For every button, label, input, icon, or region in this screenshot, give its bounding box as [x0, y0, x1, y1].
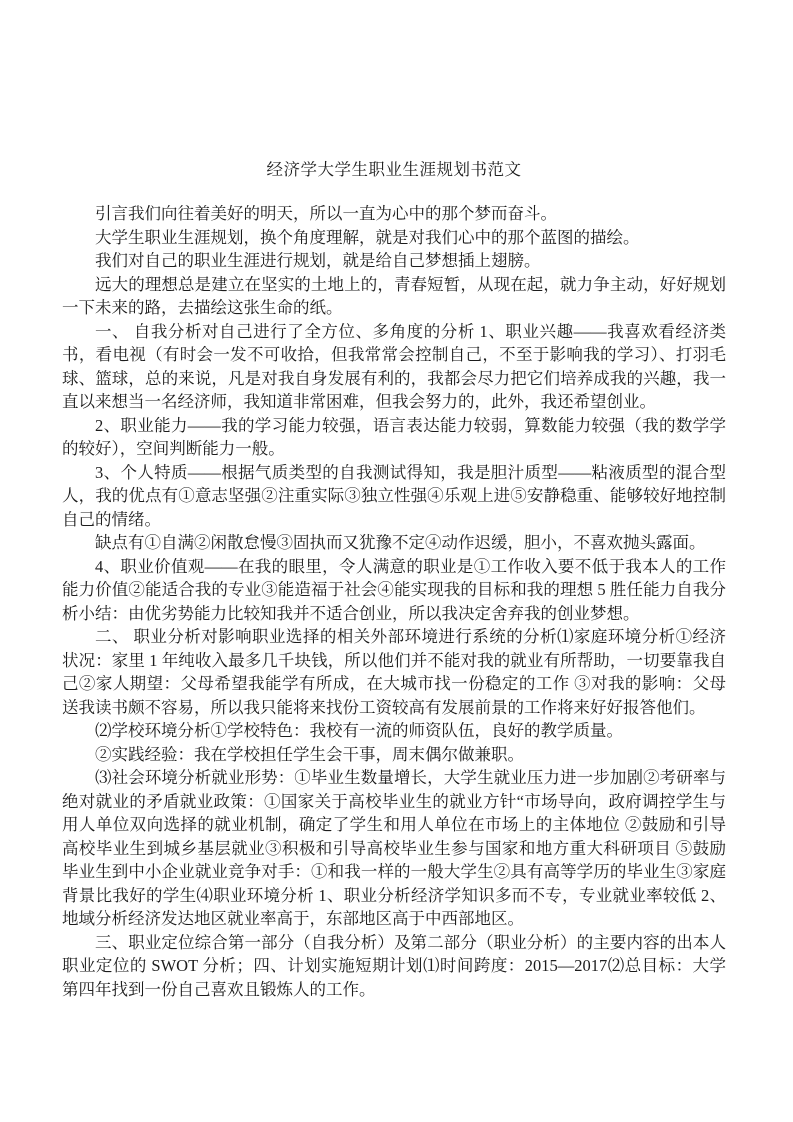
paragraph-social-environment: ⑶社会环境分析就业形势：①毕业生数量增长，大学生就业压力进一步加剧②考研率与绝对就业的矛盾就业政策：①国家关于高校毕业生的就业方针“市场导向，政府调控学生与用人单位双向选择的就业机制，确定了学生和用人单位在市场上的主体地位 ②鼓励和引导高校毕业生到城乡基层就业③积极和引导高校毕业生参与国家和地方重大科研项目 ⑤鼓励毕业生到中小企业就业竞争对手：①和我一样的一般大学生②具有高等学历的毕业生③家庭背景比我好的学生⑷职业环境分析 1、职业分析经济学知识多而不专，专业就业率较低 2、地域分析经济发达地区就业率高于，东部地区高于中西部地区。: [62, 768, 726, 928]
paragraph-personal-traits: 3、个人特质——根据气质类型的自我测试得知，我是胆汁质型——粘液质型的混合型人，我的优点有①意志坚强②注重实际③独立性强④乐观上进⑤安静稳重、能够较好地控制自己的情绪。: [62, 462, 726, 529]
paragraph-intro-1: 引言我们向往着美好的明天，所以一直为心中的那个梦而奋斗。: [95, 204, 557, 223]
paragraph-intro-2: 大学生职业生涯规划，换个角度理解，就是对我们心中的那个蓝图的描绘。: [95, 227, 640, 247]
paragraph-school-environment: ⑵学校环境分析①学校特色：我校有一流的师资队伍，良好的教学质量。: [95, 721, 623, 740]
paragraph-section1-self-analysis: 一、 自我分析对自己进行了全方位、多角度的分析 1、职业兴趣——我喜欢看经济类书，看电视（有时会一发不可收拾，但我常常会控制自己，不至于影响我的学习）、打羽毛球、篮球，总的来说，凡是对我自身发展有利的，我都会尽力把它们培养成我的兴趣，我一直以来想当一名经济师，我知道非常困难，但我会努力的，此外，我还希望创业。: [62, 321, 726, 411]
document-content: [62, 158, 726, 1001]
paragraph-section2-career-analysis: 二、 职业分析对影响职业选择的相关外部环境进行系统的分析⑴家庭环境分析①经济状况：家里 1 年纯收入最多几千块钱，所以他们并不能对我的就业有所帮助，一切要靠我自己②家人期望：父母希望我能学有所成，在大城市找一份稳定的工作 ③对我的影响：父母送我读书颇不容易，所以我只能将来找份工资较高有发展前景的工作将来好好报答他们。: [62, 627, 726, 717]
document-title: 经济学大学生职业生涯规划书范文: [266, 160, 522, 179]
paragraph-intro-3: 我们对自己的职业生涯进行规划，就是给自己梦想插上翅膀。: [95, 251, 541, 270]
paragraph-practice-experience: ②实践经验：我在学校担任学生会干事，周末偶尔做兼职。: [95, 744, 524, 764]
paragraph-weaknesses: 缺点有①自满②闲散怠慢③固执而又犹豫不定④动作迟缓，胆小，不喜欢抛头露面。: [95, 533, 706, 552]
paragraph-section3-positioning-plan: 三、职业定位综合第一部分（自我分析）及第二部分（职业分析）的主要内容的出本人职业定位的 SWOT 分析；四、计划实施短期计划⑴时间跨度：2015—2017⑵总目标：大学第四年找到一份自己喜欢且锻炼人的工作。: [62, 932, 726, 999]
paragraph-career-ability: 2、职业能力——我的学习能力较强，语言表达能力较弱，算数能力较强（我的数学学的较好），空间判断能力一般。: [62, 415, 726, 458]
paragraph-career-values: 4、职业价值观——在我的眼里，令人满意的职业是①工作收入要不低于我本人的工作能力价值②能适合我的专业③能造福于社会④能实现我的目标和我的理想 5 胜任能力自我分析小结：由优劣势能力比较知我并不适合创业，所以我决定舍弃我的创业梦想。: [62, 556, 726, 623]
paragraph-intro-4: 远大的理想总是建立在坚实的土地上的，青春短暂，从现在起，就力争主动，好好规划一下未来的路，去描绘这张生命的纸。: [62, 274, 726, 317]
